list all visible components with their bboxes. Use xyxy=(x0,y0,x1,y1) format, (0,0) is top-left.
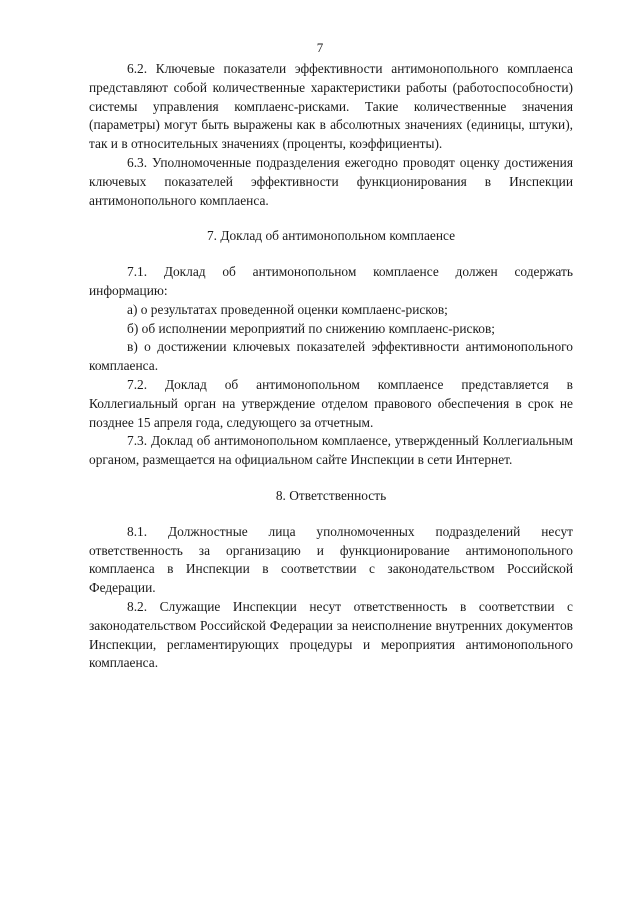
list-item-c: в) о достижении ключевых показателей эффективности антимонопольного комплаенса. xyxy=(89,339,573,374)
paragraph-7-2: 7.2. Доклад об антимонопольном комплаенсе представляется в Коллегиальный орган на утверждение отделом правового обеспечения в срок не позднее 15 апреля года, следующего за отчетным. xyxy=(89,376,573,430)
paragraph-8-2: 8.2. Служащие Инспекции несут ответственность в соответствии с законодательством Российской Федерации за неисполнение внутренних документов Инспекции, регламентирующих процедуры и мероприятия антимонопольного комплаенса. xyxy=(89,598,573,671)
list-item-b: б) об исполнении мероприятий по снижению комплаенс-рисков; xyxy=(127,320,496,336)
list-item-a: а) о результатах проведенной оценки комплаенс-рисков; xyxy=(127,301,448,317)
paragraph-6-3: 6.3. Уполномоченные подразделения ежегодно проводят оценку достижения ключевых показателей эффективности функционирования в Инспекции антимонопольного комплаенса. xyxy=(89,154,573,208)
section-heading-7: 7. Доклад об антимонопольном комплаенсе xyxy=(206,228,456,244)
page-number: 7 xyxy=(316,40,324,55)
paragraph-6-2: 6.2. Ключевые показатели эффективности антимонопольного комплаенса представляют собой количественные характеристики работы (работоспособности) системы управления комплаенс-рисками. Такие количественные значения (параметры) могут быть выражены как в абсолютных значениях (единицы, штуки), так и в относительных значениях (проценты, коэффициенты). xyxy=(89,61,573,152)
paragraph-8-1: 8.1. Должностные лица уполномоченных подразделений несут ответственность за организацию и функционирование антимонопольного комплаенса в Инспекции в соответствии с законодательством Российской Федерации. xyxy=(89,523,573,596)
document-body xyxy=(89,60,573,673)
paragraph-7-3: 7.3. Доклад об антимонопольном комплаенсе, утвержденный Коллегиальным органом, размещается на официальном сайте Инспекции в сети Интернет. xyxy=(89,433,573,468)
section-heading-8: 8. Ответственность xyxy=(275,487,387,503)
paragraph-7-1: 7.1. Доклад об антимонопольном комплаенсе должен содержать информацию: xyxy=(89,264,573,298)
